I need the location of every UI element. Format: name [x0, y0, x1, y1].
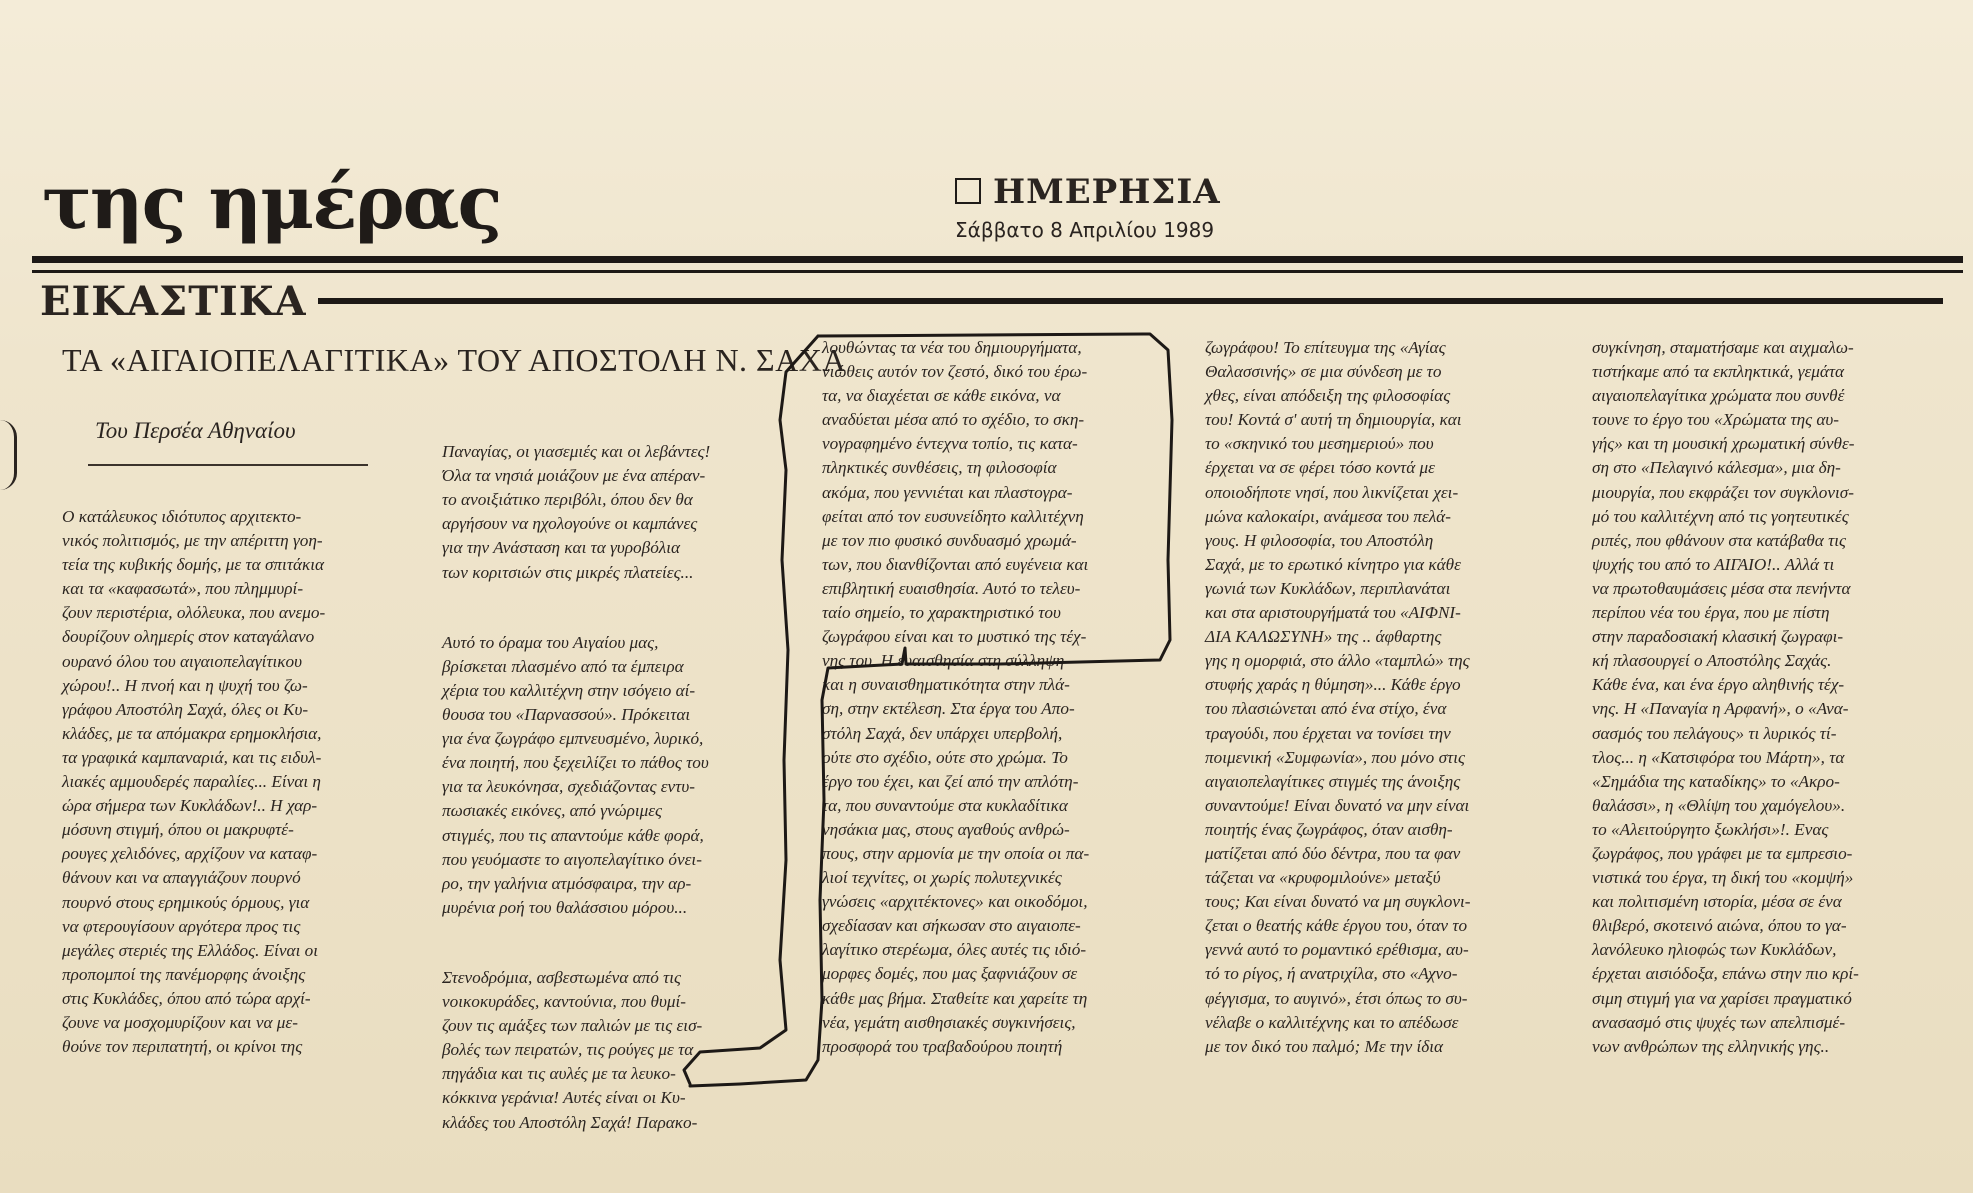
article-column-3: λουθώντας τα νέα του δημιουργήματα, νιώθεις αυτόν τον ζεστό, δικό του έρω- τα, να διαχέεται σε κάθε εικόνα, να αναδύεται μέσα από το σχέδιο, το σκη- νογραφημένο έντεχνα τοπίο, τις κατα- πληκτικές συνθέσεις, τη φιλοσοφία ακόμα, που γεννιέται και πλαστογρα- φείται από τον ευσυνείδητο καλλιτέχνη με τον πιο φυσικό συνδυασμό χρωμά- των, που διανθίζονται από ευγένεια και επιβλητική ευαισθησία. Αυτό το τελευ- ταίο σημείο, το χαρακτηριστικό του ζωγράφου είναι και το μυστικό της τέχ- νης του. Η ευαισθησία στη σύλληψη και η συναισθηματικότητα στην πλά- ση, στην εκτέλεση. Στα έργα του Απο- στόλη Σαχά, δεν υπάρχει υπερβολή, ούτε στο σχέδιο, ούτε στο χρώμα. Το έργο του έχει, και ζεί από την απλότη- τα, που συναντούμε στα κυκλαδίτικα νησάκια μας, στους αγαθούς ανθρώ- πους, στην αρμονία με την οποία οι πα- λιοί τεχνίτες, οι χωρίς πολυτεχνικές γνώσεις «αρχιτέκτονες» και οικοδόμοι, σχεδίασαν και σήκωσαν στο αιγαιοπε- λαγίτικο στερέωμα, όλες αυτές τις ιδιό- μορφες δομές, που μας ξαφνιάζουν σε κάθε μας βήμα. Σταθείτε και χαρείτε τη νέα, γεμάτη αισθησιακές συγκινήσεις, προσφορά του τραβαδούρου ποιητή: [822, 338, 1090, 1056]
article-column-4: ζωγράφου! Το επίτευγμα της «Αγίας Θαλασσινής» σε μια σύνδεση με το χθες, είναι απόδειξη της φιλοσοφίας του! Κοντά σ' αυτή τη δημιουργία, και το «σκηνικό του μεσημεριού» που έρχεται να σε φέρει τόσο κοντά με οποιοδήποτε νησί, που λικνίζεται χει- μώνα καλοκαίρι, ανάμεσα του πελά- γους. Η φιλοσοφία, του Αποστόλη Σαχά, με το ερωτικό κίνητρο για κάθε γωνιά των Κυκλάδων, περιπλανάται και στα αριστουργήματά του «ΑΙΦΝΙ- ΔΙΑ ΚΑΛΩΣΥΝΗ» της .. άφθαρτης γης η ομορφιά, στο άλλο «ταμπλώ» της στυφής χαράς η θύμηση»... Κάθε έργο του πλασιώνεται από ένα στίχο, ένα τραγούδι, που έρχεται να τονίσει την ποιμενική «Συμφωνία», που μόνο στις αιγαιοπελαγίτικες στιγμές της άνοιξης συναντούμε! Είναι δυνατό να μην είναι ποιητής ένας ζωγράφος, όταν αισθη- ματίζεται από δύο δέντρα, που τα φαν τάζεται να «κρυφομιλούνε» μεταξύ τους; Και είναι δυνατό να μη συγκλονι- ζεται ο θεατής κάθε έργου του, όταν το γεννά αυτό το ρομαντικό ερέθισμα, αυ- τό το ρίγος, ή ανατριχίλα, στο «Αχνο- φέγγισμα, το αυγινό», έτσι όπως το συ- νέλαβε ο καλλιτέχνης και το απέδωσε με τον δικό του παλμό; Με την ίδια: [1205, 338, 1471, 1056]
article-headline: ΤΑ «ΑΙΓΑΙΟΠΕΛΑΓΙΤΙΚΑ» ΤΟΥ ΑΠΟΣΤΟΛΗ Ν. ΣΑΧΑ: [62, 342, 846, 378]
article-column-1: Ο κατάλευκος ιδιότυπος αρχιτεκτο- νικός πολιτισμός, με την απέριττη γοη- τεία της κυβικής δομής, με τα σπιτάκια και τα «καφασωτά», που πλημμυρί- ζουν περιστέρια, ολόλευκα, που ανεμο- δουρίζουν ολημερίς στον καταγάλανο ουρανό όλου του αιγαιοπελαγίτικου χώρου!.. Η πνοή και η ψυχή του ζω- γράφου Αποστόλη Σαχά, όλες οι Κυ- κλάδες, με τα απόμακρα ερημοκλήσια, τα γραφικά καμπαναριά, και τις ειδυλ- λιακές αμμουδερές παραλίες... Είναι η ώρα σήμερα των Κυκλάδων!.. Η χαρ- μόσυνη στιγμή, όπου οι μακρυφτέ- ρουγες χελιδόνες, αρχίζουν να καταφ- θάνουν και να απαγγιάζουν πουρνό πουρνό στους ερημικούς όρμους, για να φτερουγίσουν αργότερα προς τις μεγάλες στεριές της Ελλάδος. Είναι οι προπομποί της πανέμορφης άνοιξης στις Κυκλάδες, όπου από τώρα αρχί- ζουνε να μοσχομυρίζουν και να με- θούνε τον περιπατητή, οι κρίνοι της: [62, 507, 326, 1057]
column-2-paragraph-3: Στενοδρόμια, ασβεστωμένα από τις νοικοκυράδες, καντούνια, που θυμί- ζουν τις αμάξες των παλιών με τις εισ- βολές των πειρατών, τις ρούγες με τα πηγάδια και τις αυλές με τα λευκο- κόκκινα γεράνια! Αυτές είναι οι Κυ- κλάδες του Αποστόλη Σαχά! Παρακο-: [442, 967, 703, 1132]
article-column-5: συγκίνηση, σταματήσαμε και αιχμαλω- τιστήκαμε από τα εκπληκτικά, γεμάτα αιγαιοπελαγίτικα χρώματα που συνθέ τουνε το έργο του «Χρώματα της αυ- γής» και τη μουσική χρωματική σύνθε- ση στο «Πελαγινό κάλεσμα», μια δη- μιουργία, που εκφράζει τον συγκλονισ- μό του καλλιτέχνη από τις γοητευτικές ριπές, που φθάνουν στα κατάβαθα τις ψυχής του από το ΑΙΓΑΙΟ!.. Αλλά τι να πρωτοθαυμάσεις μέσα στα πενήντα περίπου νέα του έργα, που με πίστη στην παραδοσιακή κλασική ζωγραφι- κή πλασουργεί ο Αποστόλης Σαχάς. Κάθε ένα, και ένα έργο αληθινής τέχ- νης. Η «Παναγία η Αρφανή», ο «Ανα- σασμός του πελάγους» τι λυρικός τί- τλος... η «Κατσιφόρα του Μάρτη», τα «Σημάδια της καταδίκης» το «Ακρο- θαλάσσι», η «Θλίψη του χαμόγελου». το «Αλειτούργητο ξωκλήσι»!. Ενας ζωγράφος, που γράφει με τα εμπρεσιο- νιστικά του έργα, τη δική του «κομψή» και πολιτισμένη ιστορία, μέσα σε ένα θλιβερό, σκοτεινό αιώνα, όπου το γα- λανόλευκο ηλιοφώς των Κυκλάδων, έρχεται αισιόδοξα, επάνω στην πιο κρί- σιμη στιγμή για να χαρίσει πραγματικό ανασασμό στις ψυχές των απελπισμέ- νων ανθρώπων της ελληνικής γης..: [1592, 338, 1859, 1056]
section-title: ΕΙΚΑΣΤΙΚΑ: [40, 278, 307, 325]
column-2-paragraph-2: Αυτό το όραμα του Αιγαίου μας, βρίσκεται πλασμένο από τα έμπειρα χέρια του καλλιτέχνη στην ισόγειο αί- θουσα του «Παρνασσού». Πρόκειται για ένα ζωγράφο εμπνευσμένο, λυρικό, ένα ποιητή, που ξεχειλίζει το πάθος του για τα λευκόνησα, σχεδιάζοντας εντυ- πωσιακές εικόνες, από γνώριμες στιγμές, που τις απαντούμε κάθε φορά, που γευόμαστε το αιγοπελαγίτικο όνει- ρο, την γαλήνια ατμόσφαιρα, την αρ- μυρένια ροή του θαλάσσιου μόρου...: [442, 632, 709, 917]
column-2-paragraph-1: Παναγίας, οι γιασεμιές και οι λεβάντες! Όλα τα νησιά μοιάζουν με ένα απέραν- το ανοιξιάτικο περιβόλι, όπου δεν θα αργήσουν να ηχολογούνε οι καμπάνες για την Ανάσταση και τα γυροβόλια των κοριτσιών στις μικρές πλατείες...: [442, 442, 711, 582]
masthead-logo: της ημέρας: [42, 160, 501, 246]
article-byline: Του Περσέα Αθηναίου: [95, 418, 296, 443]
newspaper-name-text: ΗΜΕΡΗΣΙΑ: [993, 172, 1221, 212]
issue-date: Σάββατο 8 Απριλίου 1989: [955, 218, 1215, 242]
